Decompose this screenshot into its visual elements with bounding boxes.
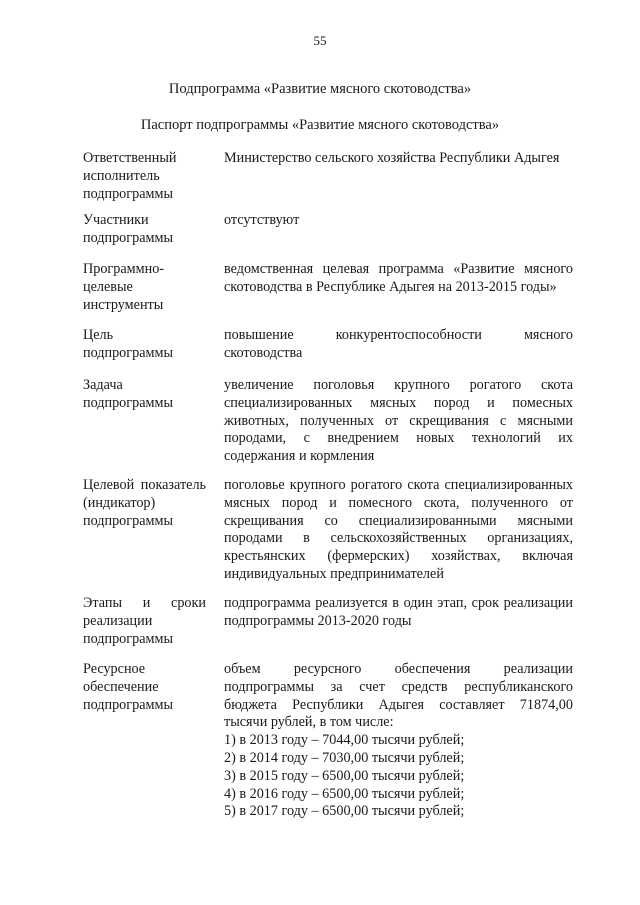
budget-year-item: 4) в 2016 году – 6500,00 тысячи рублей; <box>224 785 465 802</box>
row-label: Ответственный исполнитель подпрограммы <box>83 150 177 202</box>
row-label: Задача подпрограммы <box>83 377 173 411</box>
budget-year-item: 5) в 2017 году – 6500,00 тысячи рублей; <box>224 803 465 820</box>
row-label: Целевой показатель (индикатор) подпрограммы <box>83 477 206 529</box>
subprogram-title: Подпрограмма «Развитие мясного скотоводства» <box>168 81 472 97</box>
row-label: Цель подпрограммы <box>83 327 173 361</box>
row-label: Программно-целевые инструменты <box>83 261 165 313</box>
row-value: увеличение поголовья крупного рогатого скота специализированных мясных пород и помесных животных, полученных от скрещивания с мясными породами, с внедрением новых технологий их содержания и кормления <box>224 377 573 465</box>
passport-row-stages <box>83 595 573 648</box>
row-label: Участники подпрограммы <box>83 212 173 246</box>
budget-year-item: 3) в 2015 году – 6500,00 тысячи рублей; <box>224 767 465 784</box>
row-value: Министерство сельского хозяйства Республики Адыгея <box>224 150 560 166</box>
row-value: поголовье крупного рогатого скота специализированных мясных пород и помесного скота, полученного от скрещивания со специализированными мясными породами в сельскохозяйственных организациях, крестьянских (фермерских) хозяйствах, включая индивидуальных предпринимателей <box>224 477 573 582</box>
row-value: ведомственная целевая программа «Развитие мясного скотоводства в Республике Адыгея на 2013-2015 годы» <box>224 261 573 295</box>
passport-row-goal <box>83 327 573 363</box>
budget-year-item: 2) в 2014 году – 7030,00 тысячи рублей; <box>224 749 465 766</box>
passport-row-resources <box>83 661 573 821</box>
row-value-block <box>224 661 573 821</box>
budget-year-item: 1) в 2013 году – 7044,00 тысячи рублей; <box>224 732 465 749</box>
row-label: Этапы и сроки реализации подпрограммы <box>83 595 206 647</box>
row-label: Ресурсное обеспечение подпрограммы <box>83 661 173 713</box>
page-number: 55 <box>313 33 327 48</box>
passport-row-task <box>83 377 573 466</box>
passport-row-instruments <box>83 261 573 314</box>
row-value: отсутствуют <box>224 212 300 228</box>
passport-row-indicator <box>83 477 573 584</box>
passport-title: Паспорт подпрограммы «Развитие мясного скотоводства» <box>140 117 500 133</box>
passport-row-responsible <box>83 150 573 203</box>
row-value: объем ресурсного обеспечения реализации подпрограммы за счет средств республиканского бюджета Республики Адыгея составляет 71874,00 тысячи рублей, в том числе: <box>224 661 573 731</box>
passport-row-participants <box>83 212 573 248</box>
row-value: повышение конкурентоспособности мясного скотоводства <box>224 327 573 361</box>
row-value: подпрограмма реализуется в один этап, срок реализации подпрограммы 2013-2020 годы <box>224 595 573 629</box>
